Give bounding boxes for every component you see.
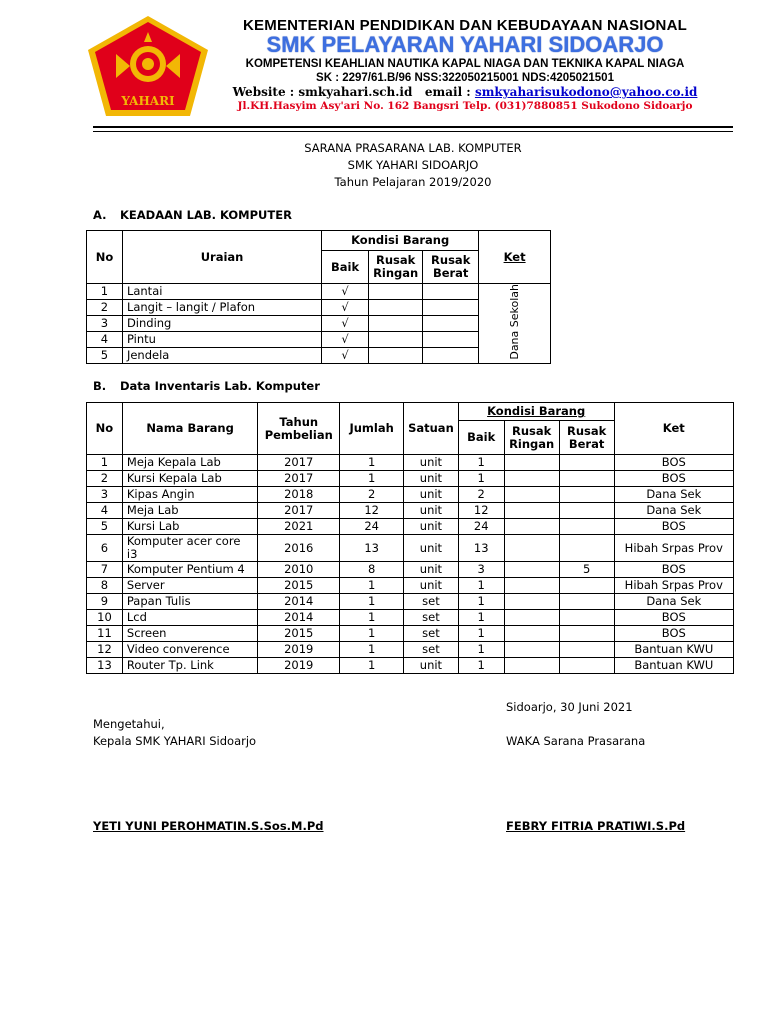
cell-no: 2: [87, 471, 123, 487]
cell-rusak-ringan: [504, 658, 559, 674]
place-date: Sidoarjo, 30 Juni 2021: [506, 700, 633, 714]
cell-satuan: set: [404, 610, 459, 626]
header-divider-thin: [93, 131, 733, 132]
cell-rusak-berat: [559, 535, 614, 562]
header-no: No: [87, 231, 123, 284]
cell-baik: 1: [458, 455, 504, 471]
cell-no: 3: [87, 487, 123, 503]
cell-rusak-berat: [559, 626, 614, 642]
cell-satuan: unit: [404, 503, 459, 519]
table-row: [87, 519, 734, 535]
cell-no: 2: [87, 300, 123, 316]
table-row: [87, 503, 734, 519]
cell-rusak-ringan: [504, 626, 559, 642]
cell-ket: BOS: [614, 610, 733, 626]
cell-no: 13: [87, 658, 123, 674]
table-row: [87, 487, 734, 503]
cell-rusak-berat: [559, 487, 614, 503]
cell-jumlah: 2: [340, 487, 404, 503]
waka-name: FEBRY FITRIA PRATIWI.S.Pd: [506, 819, 686, 833]
section-b-heading: [93, 379, 320, 393]
cell-nama-barang: Lcd: [122, 610, 257, 626]
cell-jumlah: 1: [340, 610, 404, 626]
table-row: [87, 626, 734, 642]
table-row: [87, 594, 734, 610]
cell-satuan: unit: [404, 562, 459, 578]
cell-no: 6: [87, 535, 123, 562]
cell-rusak-ringan: [369, 332, 423, 348]
cell-ket: Dana Sek: [614, 503, 733, 519]
cell-jumlah: 1: [340, 578, 404, 594]
ministry-name: KEMENTERIAN PENDIDIKAN DAN KEBUDAYAAN NASIONAL: [243, 17, 687, 34]
cell-rusak-berat: [559, 455, 614, 471]
cell-jumlah: 1: [340, 471, 404, 487]
header-kondisi: Kondisi Barang: [458, 403, 614, 421]
cell-satuan: unit: [404, 519, 459, 535]
room-condition-table: [86, 230, 551, 364]
principal-name: YETI YUNI PEROHMATIN.S.Sos.M.Pd: [93, 819, 324, 833]
cell-rusak-berat: [559, 658, 614, 674]
logo-text: YAHARI: [121, 94, 175, 108]
cell-nama-barang: Router Tp. Link: [122, 658, 257, 674]
cell-nama-barang: Server: [122, 578, 257, 594]
section-b-letter: B.: [93, 379, 107, 393]
cell-nama-barang: Meja Lab: [122, 503, 257, 519]
cell-uraian: Lantai: [122, 284, 321, 300]
table-row: [87, 471, 734, 487]
cell-rusak-ringan: [369, 348, 423, 364]
cell-baik: 1: [458, 610, 504, 626]
cell-ket: BOS: [614, 455, 733, 471]
cell-no: 10: [87, 610, 123, 626]
email-label: email :: [424, 85, 471, 99]
cell-no: 1: [87, 284, 123, 300]
cell-jumlah: 12: [340, 503, 404, 519]
cell-ket: Dana Sek: [614, 594, 733, 610]
cell-tahun: 2019: [258, 642, 340, 658]
doc-title-line3: Tahun Pelajaran 2019/2020: [334, 175, 492, 189]
cell-nama-barang: Papan Tulis: [122, 594, 257, 610]
header-baik: Baik: [322, 251, 369, 284]
cell-rusak-berat: [559, 610, 614, 626]
cell-satuan: unit: [404, 455, 459, 471]
cell-tahun: 2018: [258, 487, 340, 503]
registration-line: SK : 2297/61.B/96 NSS:322050215001 NDS:4205021501: [316, 71, 614, 84]
cell-satuan: unit: [404, 535, 459, 562]
cell-jumlah: 1: [340, 455, 404, 471]
ket-funding-source: Dana Sekolah: [508, 284, 522, 360]
cell-uraian: Langit – langit / Plafon: [122, 300, 321, 316]
section-a-title: KEADAAN LAB. KOMPUTER: [120, 208, 292, 222]
cell-baik: √: [322, 316, 369, 332]
cell-tahun: 2010: [258, 562, 340, 578]
header-ket: Ket: [614, 403, 733, 455]
cell-baik: 12: [458, 503, 504, 519]
cell-ket: BOS: [614, 626, 733, 642]
cell-satuan: set: [404, 626, 459, 642]
header-uraian: Uraian: [122, 231, 321, 284]
cell-uraian: Dinding: [122, 316, 321, 332]
cell-nama-barang: Video converence: [122, 642, 257, 658]
cell-baik: √: [322, 300, 369, 316]
cell-no: 5: [87, 519, 123, 535]
cell-satuan: unit: [404, 487, 459, 503]
cell-tahun: 2019: [258, 658, 340, 674]
email-link[interactable]: smkyaharisukodono@yahoo.co.id: [474, 85, 698, 99]
section-b-title: Data Inventaris Lab. Komputer: [120, 379, 320, 393]
principal-title: Kepala SMK YAHARI Sidoarjo: [93, 734, 257, 748]
cell-satuan: set: [404, 594, 459, 610]
letterhead: [215, 18, 715, 112]
header-divider-thick: [93, 126, 733, 128]
table-row: [87, 578, 734, 594]
header-jumlah: Jumlah: [340, 403, 404, 455]
website-text: Website : smkyahari.sch.id: [232, 85, 413, 99]
cell-no: 1: [87, 455, 123, 471]
cell-ket: BOS: [614, 562, 733, 578]
cell-baik: 3: [458, 562, 504, 578]
cell-rusak-berat: [423, 300, 479, 316]
cell-jumlah: 13: [340, 535, 404, 562]
cell-no: 4: [87, 332, 123, 348]
school-name: SMK PELAYARAN YAHARI SIDOARJO: [266, 32, 664, 57]
cell-no: 8: [87, 578, 123, 594]
cell-ket: Bantuan KWU: [614, 658, 733, 674]
cell-rusak-berat: [559, 642, 614, 658]
acknowledged-label: Mengetahui,: [93, 717, 165, 731]
table-row: [87, 642, 734, 658]
cell-tahun: 2017: [258, 471, 340, 487]
cell-tahun: 2016: [258, 535, 340, 562]
cell-rusak-berat: [423, 316, 479, 332]
inventory-rows: [87, 455, 734, 674]
cell-no: 9: [87, 594, 123, 610]
cell-ket: Bantuan KWU: [614, 642, 733, 658]
cell-ket: BOS: [614, 519, 733, 535]
cell-ket-merged: [479, 284, 551, 364]
table-row: [87, 455, 734, 471]
header-baik: Baik: [458, 421, 504, 455]
cell-tahun: 2017: [258, 503, 340, 519]
cell-jumlah: 24: [340, 519, 404, 535]
cell-uraian: Jendela: [122, 348, 321, 364]
cell-nama-barang: Kipas Angin: [122, 487, 257, 503]
cell-rusak-ringan: [504, 455, 559, 471]
cell-no: 5: [87, 348, 123, 364]
cell-jumlah: 1: [340, 642, 404, 658]
cell-jumlah: 8: [340, 562, 404, 578]
section-a-heading: [93, 208, 292, 222]
cell-baik: √: [322, 348, 369, 364]
cell-rusak-berat: [559, 471, 614, 487]
header-rusak-berat: Rusak Berat: [559, 421, 614, 455]
cell-rusak-ringan: [504, 578, 559, 594]
cell-baik: 1: [458, 626, 504, 642]
cell-rusak-ringan: [369, 300, 423, 316]
cell-rusak-ringan: [504, 503, 559, 519]
cell-no: 12: [87, 642, 123, 658]
waka-title: WAKA Sarana Prasarana: [506, 734, 646, 748]
cell-rusak-ringan: [504, 610, 559, 626]
cell-no: 7: [87, 562, 123, 578]
header-no: No: [87, 403, 123, 455]
cell-rusak-berat: [423, 332, 479, 348]
school-logo: [86, 14, 210, 118]
cell-rusak-berat: [423, 284, 479, 300]
cell-baik: 1: [458, 594, 504, 610]
cell-ket: Dana Sek: [614, 487, 733, 503]
doc-title-line1: SARANA PRASARANA LAB. KOMPUTER: [304, 141, 522, 155]
cell-uraian: Pintu: [122, 332, 321, 348]
cell-ket: Hibah Srpas Prov: [614, 578, 733, 594]
table-row: [87, 610, 734, 626]
cell-no: 3: [87, 316, 123, 332]
doc-title-line2: SMK YAHARI SIDOARJO: [347, 158, 479, 172]
competency-line: KOMPETENSI KEAHLIAN NAUTIKA KAPAL NIAGA DAN TEKNIKA KAPAL NIAGA: [245, 58, 685, 70]
cell-baik: 1: [458, 471, 504, 487]
cell-satuan: unit: [404, 471, 459, 487]
cell-rusak-ringan: [504, 471, 559, 487]
cell-jumlah: 1: [340, 594, 404, 610]
cell-rusak-berat: [559, 594, 614, 610]
cell-rusak-ringan: [504, 519, 559, 535]
cell-tahun: 2021: [258, 519, 340, 535]
cell-rusak-ringan: [504, 487, 559, 503]
cell-no: 4: [87, 503, 123, 519]
cell-nama-barang: Komputer Pentium 4: [122, 562, 257, 578]
cell-nama-barang: Meja Kepala Lab: [122, 455, 257, 471]
cell-rusak-ringan: [504, 535, 559, 562]
contact-line: [215, 86, 715, 98]
header-ket: Ket: [479, 231, 551, 284]
cell-rusak-ringan: [369, 316, 423, 332]
cell-nama-barang: Kursi Kepala Lab: [122, 471, 257, 487]
cell-baik: 24: [458, 519, 504, 535]
cell-baik: 1: [458, 578, 504, 594]
cell-rusak-ringan: [504, 594, 559, 610]
cell-tahun: 2015: [258, 578, 340, 594]
cell-rusak-ringan: [504, 562, 559, 578]
inventory-table: [86, 402, 734, 674]
header-rusak-ringan: Rusak Ringan: [504, 421, 559, 455]
cell-jumlah: 1: [340, 658, 404, 674]
cell-ket: Hibah Srpas Prov: [614, 535, 733, 562]
header-rusak-berat: Rusak Berat: [423, 251, 479, 284]
table-row: [87, 535, 734, 562]
address-line: Jl.KH.Hasyim Asy'ari No. 162 Bangsri Telp. (031)7880851 Sukodono Sidoarjo: [237, 100, 693, 112]
header-satuan: Satuan: [404, 403, 459, 455]
cell-satuan: unit: [404, 578, 459, 594]
cell-rusak-berat: 5: [559, 562, 614, 578]
cell-tahun: 2017: [258, 455, 340, 471]
cell-rusak-berat: [559, 578, 614, 594]
cell-rusak-ringan: [369, 284, 423, 300]
table-row: [87, 562, 734, 578]
cell-tahun: 2014: [258, 610, 340, 626]
cell-baik: 13: [458, 535, 504, 562]
header-tahun-pembelian: Tahun Pembelian: [258, 403, 340, 455]
cell-tahun: 2014: [258, 594, 340, 610]
cell-satuan: set: [404, 642, 459, 658]
cell-baik: 1: [458, 658, 504, 674]
cell-no: 11: [87, 626, 123, 642]
cell-baik: √: [322, 284, 369, 300]
cell-nama-barang: Screen: [122, 626, 257, 642]
cell-nama-barang: Kursi Lab: [122, 519, 257, 535]
header-nama-barang: Nama Barang: [122, 403, 257, 455]
cell-baik: 2: [458, 487, 504, 503]
cell-baik: 1: [458, 642, 504, 658]
table-row: [87, 658, 734, 674]
cell-baik: √: [322, 332, 369, 348]
cell-rusak-berat: [559, 519, 614, 535]
header-kondisi: Kondisi Barang: [322, 231, 479, 251]
section-a-letter: A.: [93, 208, 107, 222]
cell-rusak-ringan: [504, 642, 559, 658]
cell-jumlah: 1: [340, 626, 404, 642]
cell-rusak-berat: [559, 503, 614, 519]
cell-ket: BOS: [614, 471, 733, 487]
cell-tahun: 2015: [258, 626, 340, 642]
cell-nama-barang: Komputer acer core i3: [122, 535, 257, 562]
header-rusak-ringan: Rusak Ringan: [369, 251, 423, 284]
cell-satuan: unit: [404, 658, 459, 674]
cell-rusak-berat: [423, 348, 479, 364]
table-row: [87, 284, 551, 300]
